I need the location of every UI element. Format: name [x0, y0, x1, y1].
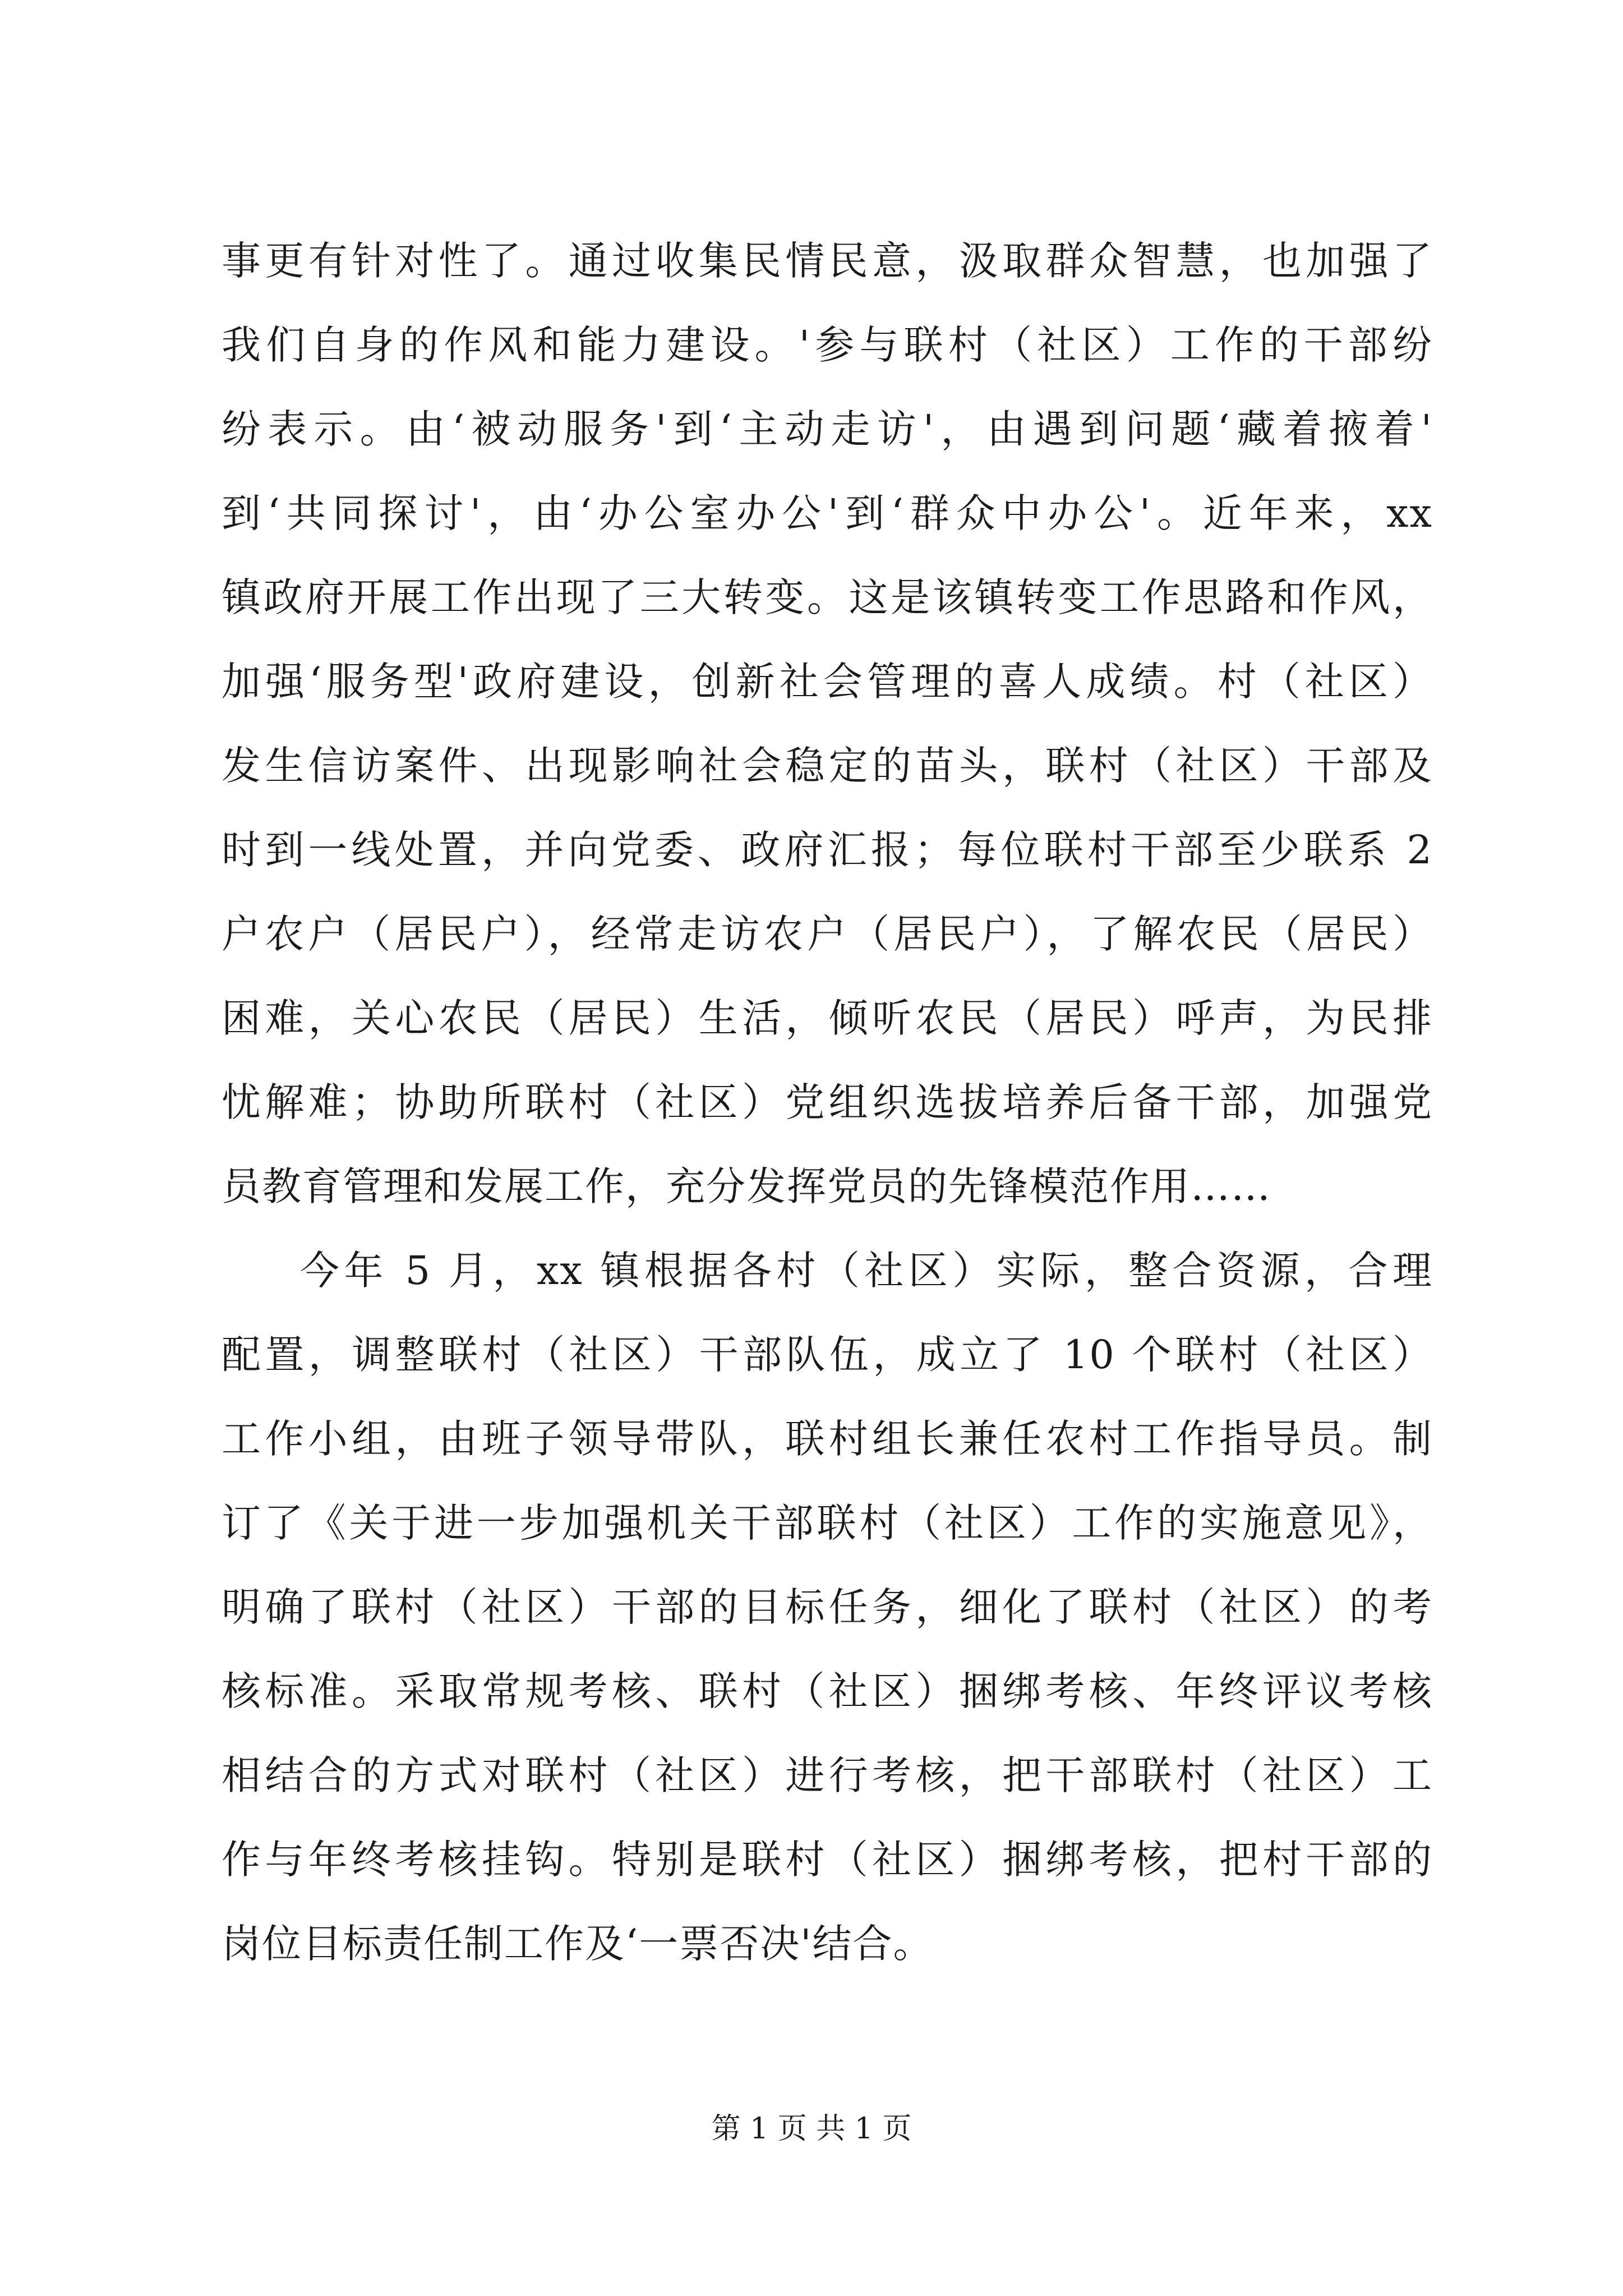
text-line: 订了《关于进一步加强机关干部联村（社区）工作的实施意见》，: [222, 1500, 1433, 1546]
text-line: 镇政府开展工作出现了三大转变。这是该镇转变工作思路和作风，: [222, 574, 1433, 620]
text-line: 事更有针对性了。通过收集民情民意，汲取群众智慧，也加强了: [222, 238, 1433, 284]
text-line: 发生信访案件、出现影响社会稳定的苗头，联村（社区）干部及: [222, 743, 1433, 789]
text-line: 纷表示。由‘被动服务'到‘主动走访'，由遇到问题‘藏着掖着': [222, 406, 1433, 452]
document-body: [222, 219, 1433, 1986]
text-line: 明确了联村（社区）干部的目标任务，细化了联村（社区）的考: [222, 1584, 1433, 1630]
text-line: 今年 5 月，xx 镇根据各村（社区）实际，整合资源，合理: [300, 1248, 1433, 1294]
text-line: 工作小组，由班子领导带队，联村组长兼任农村工作指导员。制: [222, 1416, 1433, 1462]
text-line: 员教育管理和发展工作，充分发挥党员的先锋模范作用……: [222, 1163, 1271, 1209]
text-line: 加强‘服务型'政府建设，创新社会管理的喜人成绩。村（社区）: [222, 659, 1433, 705]
page-number: 第 1 页 共 1 页: [711, 2112, 912, 2146]
text-line: 我们自身的作风和能力建设。'参与联村（社区）工作的干部纷: [222, 322, 1433, 368]
paragraph: [222, 219, 1433, 1228]
text-line: 户农户（居民户），经常走访农户（居民户），了解农民（居民）: [222, 911, 1433, 957]
text-line: 到‘共同探讨'，由‘办公室办公'到‘群众中办公'。近年来，xx: [222, 490, 1433, 536]
text-line: 作与年终考核挂钩。特别是联村（社区）捆绑考核，把村干部的: [222, 1837, 1433, 1883]
text-line: 岗位目标责任制工作及‘一票否决'结合。: [222, 1921, 934, 1967]
text-line: 相结合的方式对联村（社区）进行考核，把干部联村（社区）工: [222, 1752, 1433, 1798]
text-line: 忧解难；协助所联村（社区）党组织选拔培养后备干部，加强党: [222, 1079, 1433, 1125]
text-line: 困难，关心农民（居民）生活，倾听农民（居民）呼声，为民排: [222, 995, 1433, 1041]
page-footer: [0, 2109, 1623, 2148]
text-line: 配置，调整联村（社区）干部队伍，成立了 10 个联村（社区）: [222, 1332, 1433, 1378]
text-line: 时到一线处置，并向党委、政府汇报；每位联村干部至少联系 2: [222, 827, 1433, 873]
paragraph: [222, 1228, 1433, 1986]
text-line: 核标准。采取常规考核、联村（社区）捆绑考核、年终评议考核: [222, 1668, 1433, 1714]
